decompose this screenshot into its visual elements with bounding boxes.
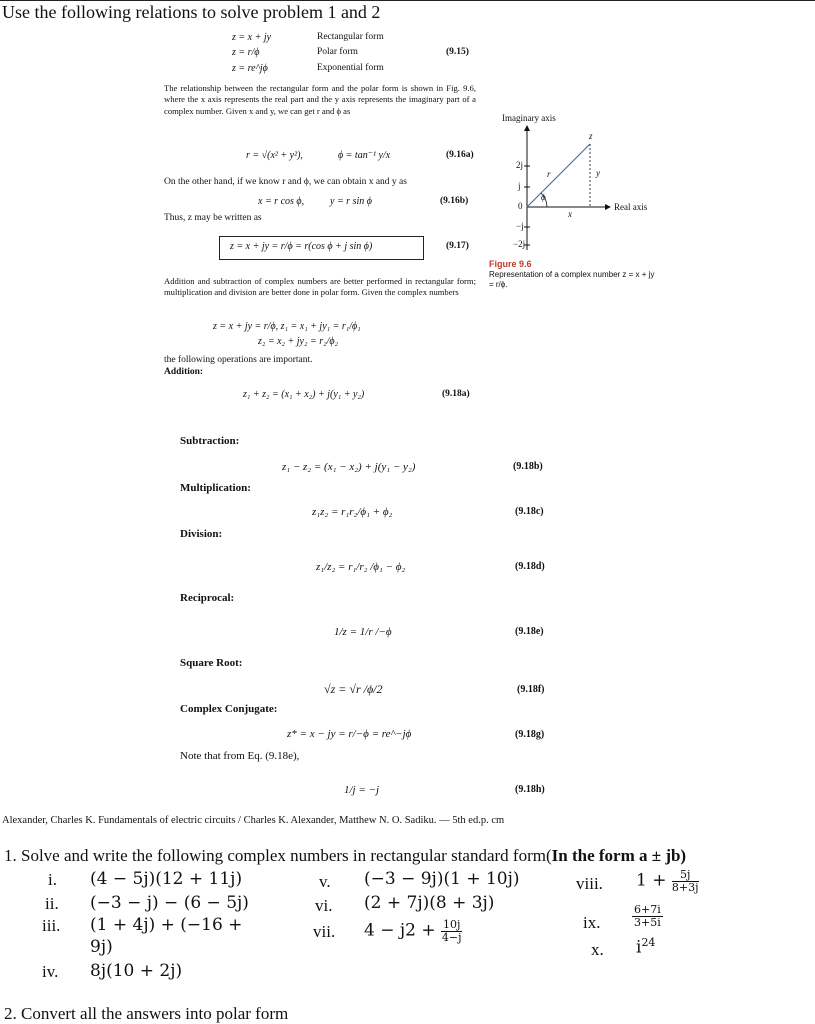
problem1-form: In the form a ± jb) xyxy=(551,846,687,865)
eq-917: z = x + jy = r/ϕ = r(cos ϕ + j sin ϕ) xyxy=(230,241,373,252)
add-sub-paragraph: Addition and subtraction of complex numbers are better performed in rectangular form; multiplication and division are better done in polar form. Given the complex numbers xyxy=(164,276,476,298)
op-addition-number: (9.18a) xyxy=(442,389,470,399)
item-label-vi: vi. xyxy=(315,896,333,915)
label-r: r xyxy=(547,169,551,179)
figure-title: Figure 9.6 xyxy=(489,259,532,269)
item-expr-v: (−3 − 9j)(1 + 10j) xyxy=(364,869,520,889)
op-reciprocal-name: Reciprocal: xyxy=(180,592,235,604)
item-viii-fraction xyxy=(672,869,699,893)
op-subtraction-formula: z₁ − z₂ = (x₁ − x₂) + j(y₁ − y₂) xyxy=(282,461,416,473)
given-line-1: z = x + jy = r/ϕ, z₁ = x₁ + jy₁ = r₁/ϕ₁ xyxy=(213,321,361,332)
label-x: x xyxy=(568,209,572,219)
op-division-formula: z₁/z₂ = r₁/r₂ /ϕ₁ − ϕ₂ xyxy=(316,561,406,573)
other-hand-text: On the other hand, if we know r and ϕ, we can obtain x and y as xyxy=(164,177,407,187)
problem1-heading xyxy=(4,846,686,866)
op-multiplication-formula: z₁z₂ = r₁r₂/ϕ₁ + ϕ₂ xyxy=(312,506,393,518)
item-label-v: v. xyxy=(319,872,331,891)
intro-paragraph: The relationship between the rectangular form and the polar form is shown in Fig. 9.6, where the x axis represents the real part and the y axis represents the imaginary part of a complex number. Given x and y, we can get r and ϕ as xyxy=(164,83,476,116)
eq-916a-left: r = √(x² + y²), xyxy=(246,150,303,161)
eq-916a-right: ϕ = tan⁻¹ y/x xyxy=(338,150,391,161)
item-label-i: i. xyxy=(48,870,57,889)
eq-916b-right: y = r sin ϕ xyxy=(330,196,372,207)
item-expr-viii xyxy=(636,869,699,893)
op-squareroot-name: Square Root: xyxy=(180,657,243,669)
eq-918h: 1/j = −j xyxy=(344,784,380,796)
real-axis-label: Real axis xyxy=(614,202,648,212)
op-subtraction-number: (9.18b) xyxy=(513,461,543,472)
tick-minus-j: −j xyxy=(516,221,524,231)
tick-0: 0 xyxy=(518,201,523,211)
page-header: Use the following relations to solve problem 1 and 2 xyxy=(2,2,381,22)
problem2-text: 2. Convert all the answers into polar form xyxy=(4,1004,289,1023)
label-z: z xyxy=(589,131,593,141)
op-squareroot-number: (9.18f) xyxy=(517,684,545,695)
eq-exponential: z = re^jϕ xyxy=(232,63,268,74)
label-exponential: Exponential form xyxy=(317,63,384,73)
item-x-exponent: 24 xyxy=(641,936,656,949)
item-expr-i: (4 − 5j)(12 + 11j) xyxy=(90,869,243,889)
label-polar: Polar form xyxy=(317,47,358,57)
tick-j: j xyxy=(518,181,521,191)
item-x-base: i xyxy=(636,937,642,958)
item-expr-vii-lead: 4 − j2 + xyxy=(364,920,436,941)
figure-caption: Representation of a complex number z = x + jy = r/ϕ. xyxy=(489,270,655,289)
thus-text: Thus, z may be written as xyxy=(164,213,262,223)
item-ix-fraction xyxy=(632,904,663,928)
item-expr-iii: (1 + 4j) + (−16 + xyxy=(90,915,243,935)
item-label-iii: iii. xyxy=(42,916,61,935)
item-expr-x xyxy=(636,936,655,958)
op-squareroot-formula: √z = √r /ϕ/2 xyxy=(324,682,383,696)
eq-number-915: (9.15) xyxy=(446,47,469,57)
eq-polar: z = r/ϕ xyxy=(232,47,260,58)
given-line-2: z₂ = x₂ + jy₂ = r₂/ϕ₂ xyxy=(258,336,339,347)
op-multiplication-number: (9.18c) xyxy=(515,506,544,517)
op-division-number: (9.18d) xyxy=(515,561,545,572)
imag-axis-label: Imaginary axis xyxy=(502,113,556,123)
eq-number-917: (9.17) xyxy=(446,241,469,251)
label-phi: ϕ xyxy=(541,192,546,202)
item-expr-viii-lead: 1 + xyxy=(636,870,667,891)
op-addition-formula: z₁ + z₂ = (x₁ + x₂) + j(y₁ + y₂) xyxy=(243,389,365,400)
item-label-viii: viii. xyxy=(576,874,603,893)
tick-2j: 2j xyxy=(516,160,524,170)
item-vii-num: 10j xyxy=(443,918,461,931)
item-expr-iii-cont: 9j) xyxy=(90,937,113,957)
eq-rectangular: z = x + jy xyxy=(232,32,272,43)
eq-916b-left: x = r cos ϕ, xyxy=(258,196,305,207)
note-text: Note that from Eq. (9.18e), xyxy=(180,750,300,762)
op-division-name: Division: xyxy=(180,528,223,540)
op-reciprocal-number: (9.18e) xyxy=(515,626,544,637)
item-expr-ii: (−3 − j) − (6 − 5j) xyxy=(90,893,249,913)
item-label-ii: ii. xyxy=(45,894,59,913)
op-reciprocal-formula: 1/z = 1/r /−ϕ xyxy=(334,626,392,638)
eq-number-916a: (9.16a) xyxy=(446,150,474,160)
item-vii-den: 4−j xyxy=(441,930,462,944)
op-conjugate-formula: z* = x − jy = r/−ϕ = re^−jϕ xyxy=(287,728,412,740)
top-border xyxy=(0,0,815,1)
item-ix-den: 3+5i xyxy=(634,915,661,929)
op-conjugate-number: (9.18g) xyxy=(515,729,545,740)
item-ix-num: 6+7i xyxy=(634,903,661,916)
tick-minus-2j: −2j xyxy=(513,239,526,249)
item-vii-fraction xyxy=(441,919,462,943)
item-viii-den: 8+3j xyxy=(671,880,699,894)
op-multiplication-name: Multiplication: xyxy=(180,482,251,494)
eq-number-916b: (9.16b) xyxy=(440,196,469,206)
following-text: the following operations are important. xyxy=(164,355,313,365)
op-subtraction-name: Subtraction: xyxy=(180,435,240,447)
item-label-vii: vii. xyxy=(313,922,336,941)
item-expr-vii xyxy=(364,919,462,943)
item-label-ix: ix. xyxy=(583,913,601,932)
label-rectangular: Rectangular form xyxy=(317,32,384,42)
item-label-iv: iv. xyxy=(42,962,59,981)
reference-citation: Alexander, Charles K. Fundamentals of electric circuits / Charles K. Alexander, Matthew N. O. Sadiku. — 5th ed.p. cm xyxy=(2,815,505,826)
item-label-x: x. xyxy=(591,940,604,959)
label-y: y xyxy=(596,168,600,178)
op-addition-name: Addition: xyxy=(164,367,204,377)
eq-number-918h: (9.18h) xyxy=(515,784,545,795)
op-conjugate-name: Complex Conjugate: xyxy=(180,703,278,715)
item-expr-vi: (2 + 7j)(8 + 3j) xyxy=(364,893,495,913)
item-expr-ix xyxy=(632,904,663,928)
item-expr-iv: 8j(10 + 2j) xyxy=(90,961,183,981)
item-viii-num: 5j xyxy=(672,869,699,882)
problem1-prefix: 1. Solve and write the following complex numbers in rectangular standard form( xyxy=(4,846,552,865)
